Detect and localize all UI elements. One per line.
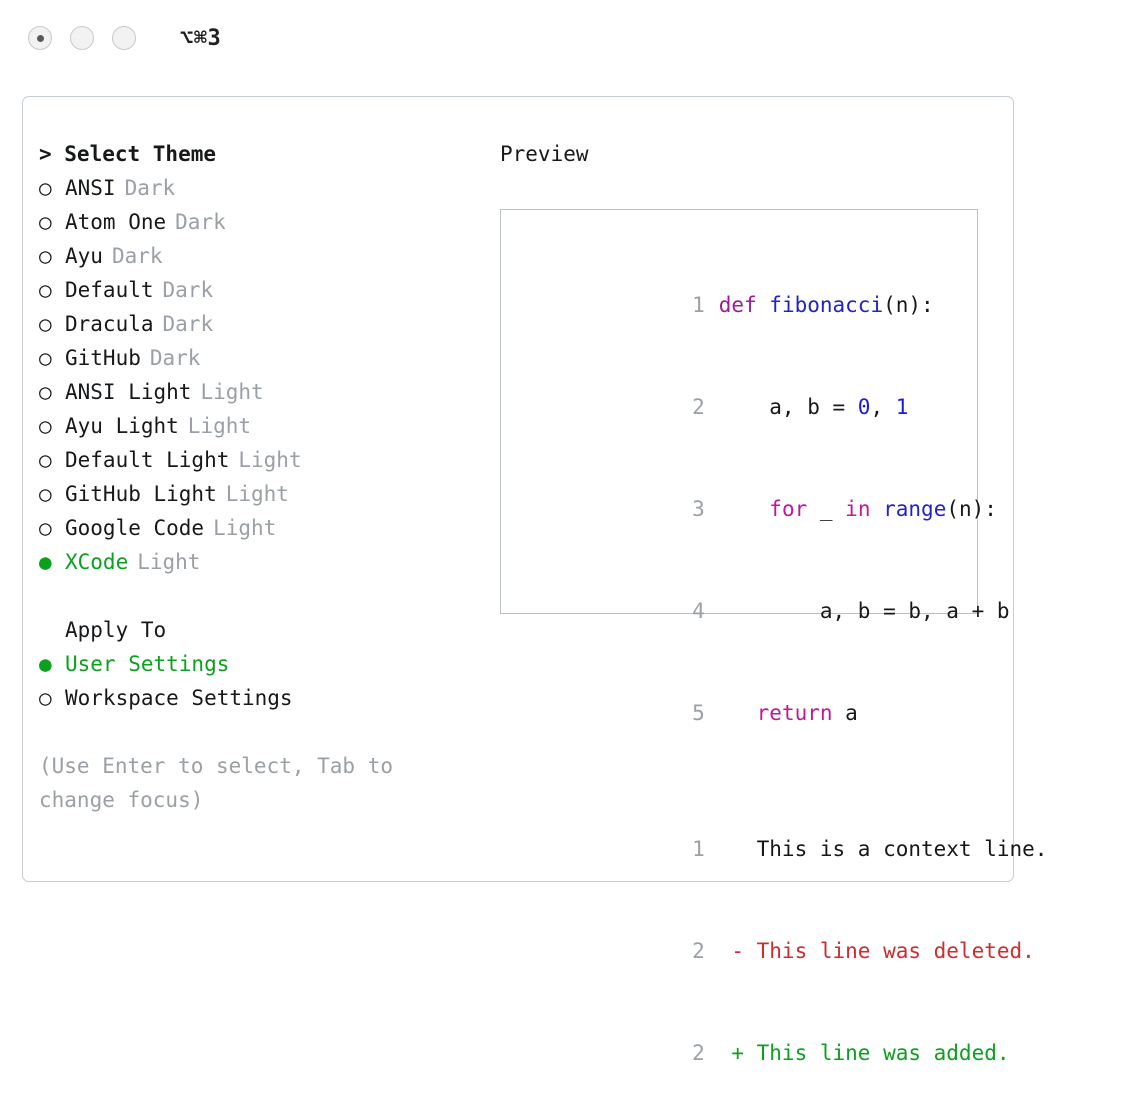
- theme-label: ANSI: [65, 176, 116, 200]
- apply-to-option-label: Workspace Settings: [65, 686, 293, 710]
- line-number: 5: [692, 701, 705, 725]
- theme-option-xcode-light[interactable]: [39, 545, 478, 579]
- theme-option-default-dark[interactable]: [39, 273, 478, 307]
- code-token: [719, 497, 770, 521]
- code-token: [870, 497, 883, 521]
- radio-icon: ○: [39, 686, 52, 710]
- theme-variant: Light: [238, 448, 302, 472]
- apply-to-option-workspace-settings[interactable]: [39, 681, 478, 715]
- code-token: return: [756, 701, 833, 725]
- diff-text: - This line was deleted.: [718, 939, 1035, 963]
- theme-label: Ayu: [65, 244, 103, 268]
- radio-icon: ○: [39, 312, 52, 336]
- radio-icon: ○: [39, 346, 52, 370]
- theme-option-ayu-dark[interactable]: [39, 239, 478, 273]
- preview-title: Preview: [500, 142, 589, 166]
- radio-icon: ○: [39, 414, 52, 438]
- preview-column: [478, 137, 1048, 1065]
- apply-to-heading: [39, 613, 478, 647]
- theme-label: Google Code: [65, 516, 205, 540]
- diff-line-added: [523, 1002, 1010, 1104]
- theme-selector-panel: [22, 96, 1048, 1065]
- theme-option-default-light[interactable]: [39, 443, 478, 477]
- keyboard-hint-text: (Use Enter to select, Tab to change focus): [39, 754, 406, 812]
- theme-variant: Light: [200, 380, 264, 404]
- apply-to-option-label: User Settings: [65, 652, 230, 676]
- radio-icon: ○: [39, 210, 52, 234]
- code-token: (n):: [946, 497, 997, 521]
- radio-icon: ○: [39, 278, 52, 302]
- code-token: 1: [895, 395, 909, 419]
- code-token: a: [832, 701, 858, 725]
- diff-line-context: [523, 798, 1048, 900]
- traffic-light-minimize[interactable]: [70, 26, 94, 50]
- code-line: [523, 356, 977, 458]
- radio-icon-selected: ●: [39, 652, 52, 676]
- theme-variant: Light: [187, 414, 252, 438]
- keyboard-shortcut-label: ⌥⌘3: [180, 25, 222, 51]
- radio-icon-selected: ●: [39, 550, 52, 574]
- theme-option-ansi-light[interactable]: [39, 375, 478, 409]
- line-number: 2: [692, 939, 705, 963]
- diff-text: + This line was added.: [718, 1041, 1010, 1065]
- code-token: 0: [857, 395, 871, 419]
- theme-variant: Light: [213, 516, 277, 540]
- theme-variant: Dark: [124, 176, 176, 200]
- code-blank-line: [523, 764, 977, 798]
- code-token: range: [883, 497, 947, 521]
- traffic-light-close[interactable]: [28, 26, 52, 50]
- code-token: fibonacci: [769, 293, 884, 317]
- theme-variant: Dark: [175, 210, 226, 234]
- theme-label: Dracula: [65, 312, 154, 336]
- code-token: ,: [870, 395, 896, 419]
- apply-to-option-user-settings[interactable]: [39, 647, 478, 681]
- theme-label: XCode: [65, 550, 129, 574]
- theme-option-ansi-dark[interactable]: [39, 171, 478, 205]
- radio-icon: ○: [39, 516, 52, 540]
- code-token: def: [718, 293, 770, 317]
- line-number: 2: [692, 395, 705, 419]
- theme-option-ayu-light[interactable]: [39, 409, 478, 443]
- code-line: [523, 254, 977, 356]
- title-bar: [0, 0, 1140, 76]
- theme-label: GitHub Light: [65, 482, 217, 506]
- theme-label: Default: [65, 278, 154, 302]
- code-line: [523, 458, 997, 560]
- line-number: 2: [692, 1041, 705, 1065]
- theme-label: Ayu Light: [65, 414, 179, 438]
- radio-icon: ○: [39, 448, 52, 472]
- line-number: 1: [692, 837, 705, 861]
- code-line: [523, 662, 977, 764]
- radio-icon: ○: [39, 482, 52, 506]
- preview-code-box: [500, 209, 1048, 1065]
- code-line: [523, 560, 1010, 662]
- traffic-light-maximize[interactable]: [112, 26, 136, 50]
- theme-label: Atom One: [65, 210, 167, 234]
- select-theme-heading: > Select Theme: [39, 142, 217, 166]
- theme-label: GitHub: [65, 346, 141, 370]
- theme-option-dracula-dark[interactable]: [39, 307, 478, 341]
- code-token: a, b =: [718, 395, 858, 419]
- code-token: a, b = b, a + b: [718, 599, 1010, 623]
- code-token: in: [845, 497, 871, 521]
- radio-icon: ○: [39, 244, 52, 268]
- theme-option-github-light[interactable]: [39, 477, 478, 511]
- theme-variant: Light: [225, 482, 289, 506]
- apply-to-label: Apply To: [65, 618, 167, 642]
- theme-option-atom-one-dark[interactable]: [39, 205, 478, 239]
- code-token: [719, 701, 757, 725]
- line-number: 3: [692, 497, 705, 521]
- line-number: 1: [692, 293, 705, 317]
- diff-text: This is a context line.: [718, 837, 1048, 861]
- theme-list-column: [23, 137, 478, 817]
- theme-variant: Dark: [162, 312, 214, 336]
- theme-variant: Dark: [149, 346, 201, 370]
- code-token: _: [807, 497, 846, 521]
- code-token: for: [769, 497, 808, 521]
- radio-icon: ○: [39, 380, 52, 404]
- code-token: (n):: [883, 293, 934, 317]
- theme-option-google-code[interactable]: [39, 511, 478, 545]
- theme-variant: Dark: [162, 278, 214, 302]
- line-number: 4: [692, 599, 705, 623]
- theme-label: ANSI Light: [65, 380, 192, 404]
- theme-option-github-dark[interactable]: [39, 341, 478, 375]
- radio-icon: ○: [39, 176, 52, 200]
- theme-label: Default Light: [65, 448, 230, 472]
- theme-variant: Light: [137, 550, 201, 574]
- diff-line-deleted: [523, 900, 1035, 1002]
- theme-variant: Dark: [111, 244, 163, 268]
